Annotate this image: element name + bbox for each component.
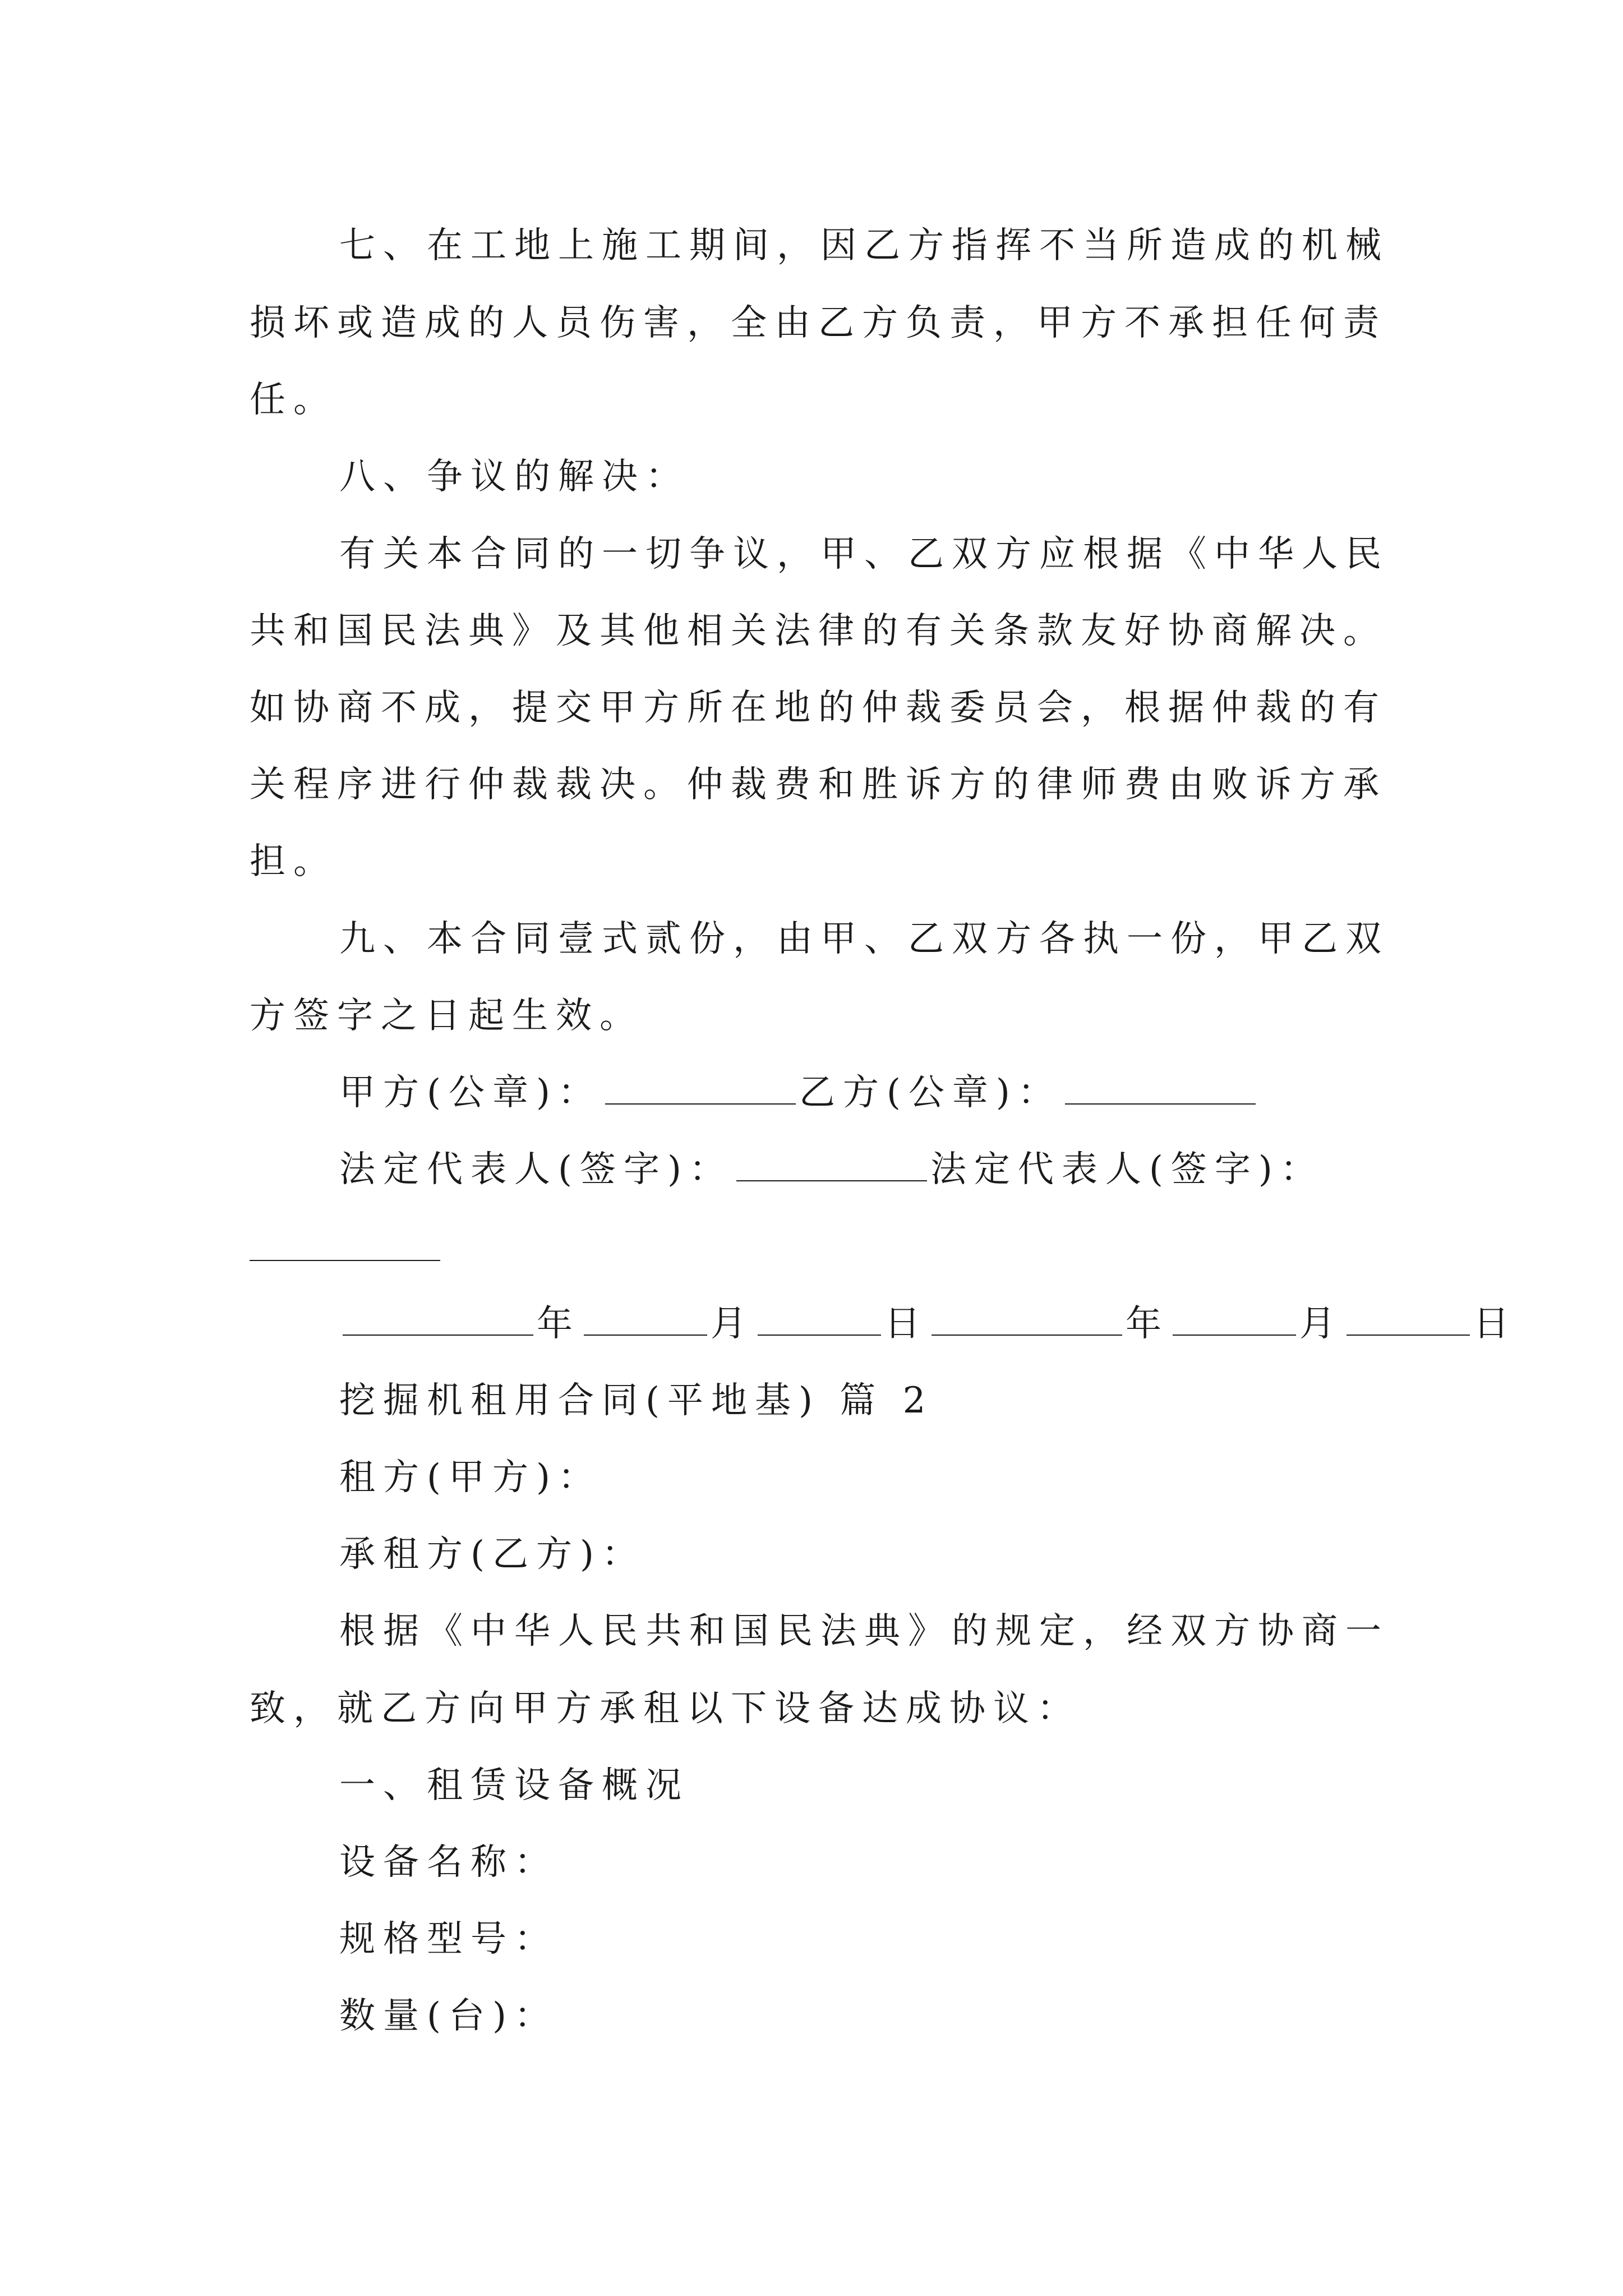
party-b-seal-blank xyxy=(1065,1071,1256,1105)
rep-a-label: 法定代表人(签字)： xyxy=(339,1149,733,1190)
clause-9-line-2: 方签字之日起生效。 xyxy=(250,995,643,1037)
clause-8-line-1: 有关本合同的一切争议，甲、乙双方应根据《中华人民 xyxy=(339,533,1389,575)
clause-8-line-4: 关程序进行仲裁裁决。仲裁费和胜诉方的律师费由败诉方承 xyxy=(250,764,1387,806)
date-a-month-blank xyxy=(584,1302,707,1336)
intro-line-2: 致，就乙方向甲方承租以下设备达成协议： xyxy=(250,1688,1081,1729)
date-a-year-blank xyxy=(343,1302,533,1336)
item-1-heading: 一、租赁设备概况 xyxy=(339,1765,689,1806)
party-b-seal-label: 乙方(公章)： xyxy=(799,1072,1062,1114)
date-a-day-blank xyxy=(758,1302,881,1336)
clause-9-line-1: 九、本合同壹式贰份，由甲、乙双方各执一份，甲乙双 xyxy=(339,918,1389,960)
party-a-seal-label: 甲方(公章)： xyxy=(339,1072,602,1114)
rep-a-blank xyxy=(736,1148,927,1181)
clause-7-line-1: 七、在工地上施工期间，因乙方指挥不当所造成的机械 xyxy=(339,225,1389,266)
date-b-day-blank xyxy=(1347,1302,1470,1336)
date-a-month: 月 xyxy=(711,1303,754,1345)
clause-8-line-3: 如协商不成，提交甲方所在地的仲裁委员会，根据仲裁的有 xyxy=(250,687,1387,729)
rep-b-blank xyxy=(250,1260,440,1261)
clause-8-line-2: 共和国民法典》及其他相关法律的有关条款友好协商解决。 xyxy=(250,610,1387,652)
model-label: 规格型号： xyxy=(339,1918,558,1960)
clause-7-line-3: 任。 xyxy=(250,379,337,421)
date-b-year: 年 xyxy=(1126,1303,1169,1345)
date-b-year-blank xyxy=(932,1302,1122,1336)
date-b-month: 月 xyxy=(1299,1303,1343,1345)
clause-7-line-2: 损坏或造成的人员伤害，全由乙方负责，甲方不承担任何责 xyxy=(250,302,1387,344)
date-line xyxy=(339,1301,1517,1346)
intro-line-1: 根据《中华人民共和国民法典》的规定，经双方协商一 xyxy=(339,1611,1389,1652)
clause-8-title: 八、争议的解决： xyxy=(339,456,689,498)
party-a-seal-blank xyxy=(605,1071,796,1105)
representative-line xyxy=(339,1147,1324,1192)
lessor-label: 租方(甲方)： xyxy=(339,1457,602,1498)
clause-8-line-5: 担。 xyxy=(250,841,337,882)
section-2-title: 挖掘机租用合同(平地基) 篇 2 xyxy=(339,1380,934,1421)
date-b-day: 日 xyxy=(1473,1303,1517,1345)
date-a-day: 日 xyxy=(884,1303,928,1345)
equipment-name-label: 设备名称： xyxy=(339,1842,558,1883)
date-a-year: 年 xyxy=(537,1303,580,1345)
rep-b-label: 法定代表人(签字)： xyxy=(930,1149,1324,1190)
date-b-month-blank xyxy=(1173,1302,1296,1336)
lessee-label: 承租方(乙方)： xyxy=(339,1534,645,1575)
seal-line xyxy=(339,1070,1259,1115)
quantity-label: 数量(台)： xyxy=(339,1995,558,2037)
